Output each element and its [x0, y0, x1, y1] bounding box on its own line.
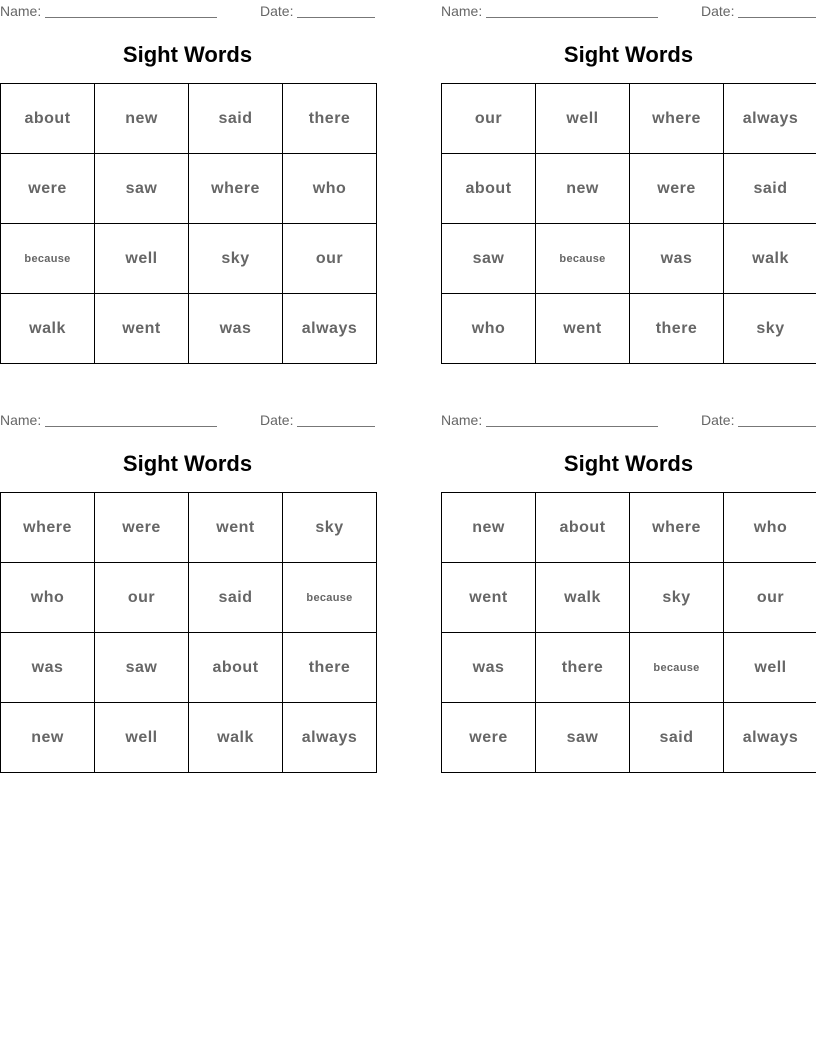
word-cell[interactable]: our: [95, 563, 189, 633]
word-cell[interactable]: always: [283, 703, 377, 773]
word-cell[interactable]: new: [95, 84, 189, 154]
word-cell[interactable]: always: [724, 703, 816, 773]
word-cell[interactable]: were: [442, 703, 536, 773]
word-cell[interactable]: was: [630, 224, 724, 294]
grid-row: [1, 294, 377, 364]
word-cell[interactable]: were: [630, 154, 724, 224]
bingo-card: [0, 409, 375, 773]
name-blank-line[interactable]: [486, 411, 658, 427]
word-cell[interactable]: new: [1, 703, 95, 773]
word-cell[interactable]: always: [283, 294, 377, 364]
word-cell[interactable]: saw: [95, 633, 189, 703]
date-label: Date:: [260, 412, 294, 428]
bingo-card: [0, 0, 375, 364]
word-cell[interactable]: well: [95, 224, 189, 294]
word-cell[interactable]: because: [283, 563, 377, 633]
word-cell[interactable]: about: [189, 633, 283, 703]
word-cell[interactable]: were: [95, 493, 189, 563]
card-title: Sight Words: [563, 451, 694, 476]
word-cell[interactable]: because: [536, 224, 630, 294]
word-cell[interactable]: went: [536, 294, 630, 364]
word-cell[interactable]: sky: [283, 493, 377, 563]
date-label: Date:: [701, 412, 735, 428]
word-cell[interactable]: walk: [189, 703, 283, 773]
grid-row: [442, 224, 816, 294]
word-cell[interactable]: went: [95, 294, 189, 364]
word-cell[interactable]: our: [724, 563, 816, 633]
word-cell[interactable]: went: [189, 493, 283, 563]
grid-row: [442, 633, 816, 703]
name-date-row: [441, 411, 816, 429]
name-label: Name:: [441, 412, 483, 428]
word-cell[interactable]: our: [283, 224, 377, 294]
card-title: Sight Words: [122, 42, 253, 67]
word-grid: [441, 492, 816, 773]
name-label: Name:: [0, 3, 42, 19]
grid-row: [442, 563, 816, 633]
word-cell[interactable]: said: [189, 84, 283, 154]
word-cell[interactable]: well: [95, 703, 189, 773]
word-cell[interactable]: said: [630, 703, 724, 773]
word-cell[interactable]: about: [1, 84, 95, 154]
date-blank-line[interactable]: [297, 2, 375, 18]
word-cell[interactable]: saw: [95, 154, 189, 224]
grid-row: [442, 703, 816, 773]
word-grid: [0, 83, 377, 364]
word-cell[interactable]: well: [536, 84, 630, 154]
name-blank-line[interactable]: [45, 2, 217, 18]
word-cell[interactable]: sky: [724, 294, 816, 364]
date-blank-line[interactable]: [738, 411, 816, 427]
word-cell[interactable]: there: [536, 633, 630, 703]
word-grid: [0, 492, 377, 773]
name-date-row: [0, 411, 375, 429]
date-blank-line[interactable]: [297, 411, 375, 427]
word-cell[interactable]: was: [189, 294, 283, 364]
word-cell[interactable]: where: [630, 84, 724, 154]
grid-row: [1, 224, 377, 294]
word-cell[interactable]: about: [536, 493, 630, 563]
grid-row: [442, 493, 816, 563]
word-cell[interactable]: said: [189, 563, 283, 633]
grid-row: [1, 633, 377, 703]
word-cell[interactable]: there: [630, 294, 724, 364]
word-cell[interactable]: were: [1, 154, 95, 224]
word-cell[interactable]: walk: [536, 563, 630, 633]
word-cell[interactable]: sky: [189, 224, 283, 294]
card-title: Sight Words: [563, 42, 694, 67]
word-cell[interactable]: said: [724, 154, 816, 224]
word-cell[interactable]: about: [442, 154, 536, 224]
card-title: Sight Words: [122, 451, 253, 476]
word-cell[interactable]: there: [283, 84, 377, 154]
word-cell[interactable]: always: [724, 84, 816, 154]
name-date-row: [0, 2, 375, 20]
word-cell[interactable]: went: [442, 563, 536, 633]
word-cell[interactable]: our: [442, 84, 536, 154]
word-cell[interactable]: new: [442, 493, 536, 563]
name-blank-line[interactable]: [45, 411, 217, 427]
date-label: Date:: [701, 3, 735, 19]
grid-row: [442, 84, 816, 154]
word-cell[interactable]: who: [1, 563, 95, 633]
word-cell[interactable]: well: [724, 633, 816, 703]
word-cell[interactable]: where: [189, 154, 283, 224]
date-blank-line[interactable]: [738, 2, 816, 18]
word-cell[interactable]: where: [630, 493, 724, 563]
word-cell[interactable]: walk: [1, 294, 95, 364]
grid-row: [1, 493, 377, 563]
word-cell[interactable]: who: [442, 294, 536, 364]
word-cell[interactable]: who: [283, 154, 377, 224]
name-blank-line[interactable]: [486, 2, 658, 18]
word-cell[interactable]: walk: [724, 224, 816, 294]
name-date-row: [441, 2, 816, 20]
name-label: Name:: [0, 412, 42, 428]
grid-row: [442, 294, 816, 364]
word-cell[interactable]: who: [724, 493, 816, 563]
date-label: Date:: [260, 3, 294, 19]
word-cell[interactable]: was: [442, 633, 536, 703]
grid-row: [1, 154, 377, 224]
word-cell[interactable]: new: [536, 154, 630, 224]
bingo-card: [441, 0, 816, 364]
grid-row: [442, 154, 816, 224]
word-cell[interactable]: saw: [442, 224, 536, 294]
grid-row: [1, 703, 377, 773]
word-cell[interactable]: because: [1, 224, 95, 294]
word-cell[interactable]: saw: [536, 703, 630, 773]
name-label: Name:: [441, 3, 483, 19]
word-grid: [441, 83, 816, 364]
word-cell[interactable]: sky: [630, 563, 724, 633]
word-cell[interactable]: because: [630, 633, 724, 703]
word-cell[interactable]: there: [283, 633, 377, 703]
word-cell[interactable]: was: [1, 633, 95, 703]
bingo-card: [441, 409, 816, 773]
grid-row: [1, 563, 377, 633]
grid-row: [1, 84, 377, 154]
word-cell[interactable]: where: [1, 493, 95, 563]
